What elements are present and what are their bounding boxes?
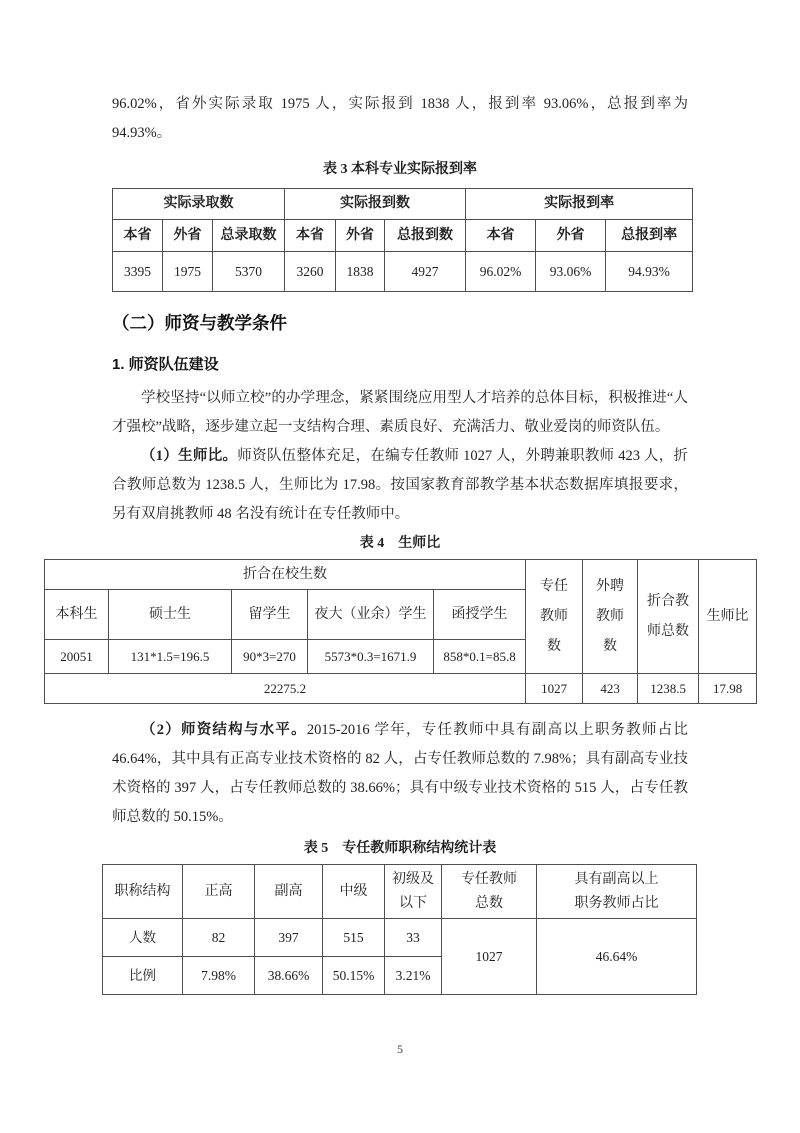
table4-student-teacher-ratio [44, 559, 757, 704]
table4-right-header: 折合教师总数 [638, 560, 699, 674]
table4-right-header: 生师比 [699, 560, 757, 674]
paragraph-lead: （2）师资结构与水平。 [141, 722, 307, 738]
table5-total-teachers: 1027 [442, 919, 537, 995]
table5-row-label: 比例 [103, 957, 183, 995]
table5-header: 副高 [255, 865, 323, 919]
table3-subheader: 本省 [113, 220, 163, 252]
table3-caption: 表 3 本科专业实际报到率 [323, 162, 477, 177]
paragraph-faculty-structure [112, 716, 688, 832]
table4-group-header-row [45, 560, 757, 590]
paragraph-body: 2015-2016 学年，专任教师中具有副高以上职务教师占比 46.64%，其中具有正高专业技术资格的 82 人，占专任教师总数的 7.98%；具有副高专业技术资格的 397 人，占专任教师总数的 38.66%；具有中级专业技术资格的 515 人，占专任教师总数的 50.15%。 [112, 722, 689, 825]
table3-cell: 94.93% [606, 252, 693, 292]
table4-subheader: 夜大（业余）学生 [308, 590, 434, 640]
table4-subheader: 硕士生 [109, 590, 232, 640]
paragraph-student-teacher-ratio [112, 442, 688, 529]
table3-data-row [113, 252, 693, 292]
table5-cell: 3.21% [385, 957, 442, 995]
table4-right-header: 专任教师数 [526, 560, 583, 674]
table3-subheader: 外省 [336, 220, 385, 252]
table5-cell: 397 [255, 919, 323, 957]
table3-group-header: 实际录取数 [113, 189, 285, 220]
table4-caption: 表 4 生师比 [359, 536, 441, 551]
table4-total-students: 22275.2 [45, 674, 526, 704]
paragraph-lead: （1）生师比。 [141, 448, 238, 464]
table5-header: 专任教师总数 [442, 865, 537, 919]
table3-group-header: 实际报到数 [285, 189, 466, 220]
table5-header-row [103, 865, 697, 919]
table3-group-header: 实际报到率 [466, 189, 693, 220]
section-heading: （二）师资与教学条件 [112, 313, 287, 333]
intro-paragraph: 96.02%，省外实际录取 1975 人，实际报到 1838 人，报到率 93.06%，总报到率为 94.93%。 [112, 96, 688, 141]
table4-cell: 1027 [526, 674, 583, 704]
table4-group-header: 折合在校生数 [45, 560, 526, 590]
table4-cell: 423 [583, 674, 638, 704]
page-number: 5 [397, 1042, 403, 1056]
table5-cell: 82 [183, 919, 255, 957]
table3-cell: 96.02% [466, 252, 536, 292]
table3-cell: 5370 [213, 252, 285, 292]
table3-subheader: 总报到率 [606, 220, 693, 252]
table5-header: 正高 [183, 865, 255, 919]
table5-header: 具有副高以上职务教师占比 [537, 865, 697, 919]
table3-cell: 4927 [385, 252, 466, 292]
table3-subheader: 总录取数 [213, 220, 285, 252]
table3-enrollment-report-rate [112, 188, 693, 292]
table5-row-label: 人数 [103, 919, 183, 957]
table3-cell: 93.06% [536, 252, 606, 292]
table5-row-count [103, 919, 697, 957]
table5-header: 中级 [323, 865, 385, 919]
table4-subheader: 留学生 [232, 590, 308, 640]
table4-subheader: 函授学生 [434, 590, 526, 640]
table5-senior-ratio: 46.64% [537, 919, 697, 995]
table3-group-header-row [113, 189, 693, 220]
table4-right-header: 外聘教师数 [583, 560, 638, 674]
table5-caption: 表 5 专任教师职称结构统计表 [303, 841, 497, 856]
table3-subheader: 本省 [285, 220, 336, 252]
table3-subheader-row [113, 220, 693, 252]
table3-subheader: 本省 [466, 220, 536, 252]
subsection-heading: 1. 师资队伍建设 [112, 356, 219, 373]
table4-cell: 20051 [45, 640, 109, 674]
table4-cell: 90*3=270 [232, 640, 308, 674]
table3-cell: 3395 [113, 252, 163, 292]
table4-cell: 131*1.5=196.5 [109, 640, 232, 674]
table5-cell: 50.15% [323, 957, 385, 995]
table4-cell: 17.98 [699, 674, 757, 704]
table5-cell: 515 [323, 919, 385, 957]
table3-cell: 1838 [336, 252, 385, 292]
table3-cell: 1975 [163, 252, 213, 292]
table3-subheader: 总报到数 [385, 220, 466, 252]
paragraph-body: 师资队伍整体充足，在编专任教师 1027 人，外聘兼职教师 423 人，折合教师总数为 1238.5 人，生师比为 17.98。按国家教育部教学基本状态数据库填报要求，另有双肩挑教师 48 名没有统计在专任教师中。 [112, 448, 689, 522]
table5-header: 职称结构 [103, 865, 183, 919]
table4-subheader: 本科生 [45, 590, 109, 640]
table5-header: 初级及以下 [385, 865, 442, 919]
table4-cell: 1238.5 [638, 674, 699, 704]
table4-cell: 858*0.1=85.8 [434, 640, 526, 674]
table4-total-row [45, 674, 757, 704]
table5-cell: 7.98% [183, 957, 255, 995]
table5-title-structure [102, 864, 697, 995]
table3-subheader: 外省 [536, 220, 606, 252]
table5-cell: 33 [385, 919, 442, 957]
table4-cell: 5573*0.3=1671.9 [308, 640, 434, 674]
paragraph-faculty-philosophy: 学校坚持“以师立校”的办学理念，紧紧围绕应用型人才培养的总体目标，积极推进“人才强校”战略，逐步建立起一支结构合理、素质良好、充满活力、敬业爱岗的师资队伍。 [112, 390, 688, 435]
table3-subheader: 外省 [163, 220, 213, 252]
table5-cell: 38.66% [255, 957, 323, 995]
table3-cell: 3260 [285, 252, 336, 292]
